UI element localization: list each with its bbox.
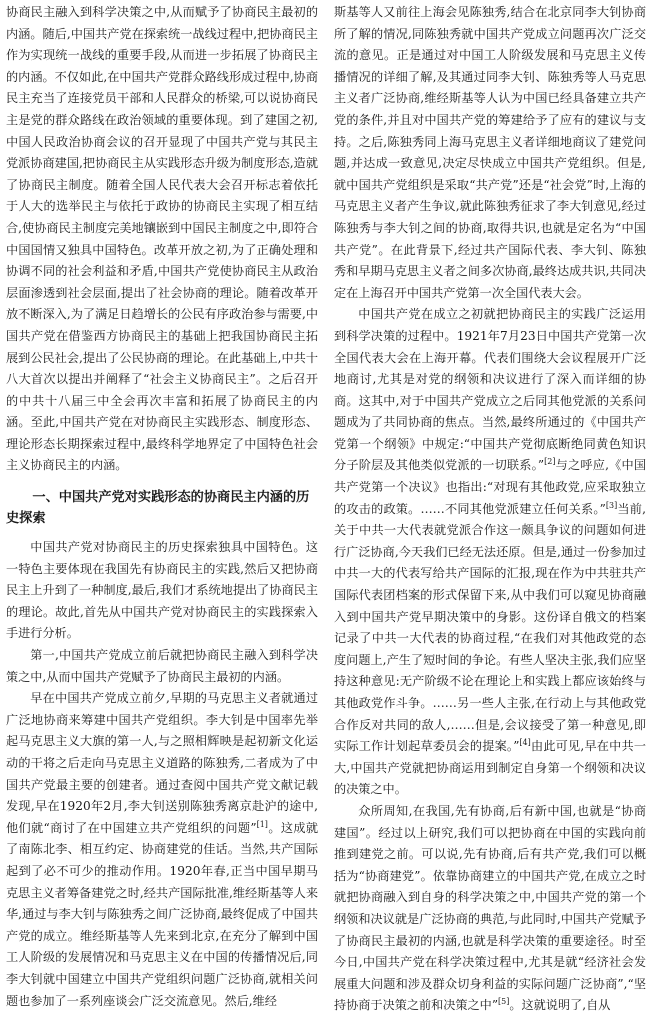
intro-paragraph: 协商民主融入到科学决策之中,从而赋予了协商民主最初的内涵。随后,中国共产党在探索统一战线过程中,把协商民主作为实现统一战线的重要手段,从而进一步拓展了协商民主的内涵。不仅如此,在中国共产党群众路线形成过程中,协商民主充当了连接党员干部和人民群众的桥梁,可以说协商民主是党的群众路线在政治领域的重要体现。到了建国之初,中国人民政治协商会议的召开显现了中国共产党与其民主党派协商建国,把协商民主从实践形态升级为制度形态,造就了协商民主制度。随着全国人民代表大会召开标志着依托于人大的选举民主与依托于政协的协商民主实现了相互结合,使协商民主制度完美地镶嵌到中国民主制度之中,即符合中国国情又独具中国特色。改革开放之初,为了正确处理和协调不同的社会利益和矛盾,中国共产党使协商民主从政治层面渗透到社会层面,提出了社会协商的理论。随着改革开放不断深入,为了满足日趋增长的公民有序政治参与需要,中国共产党在借鉴西方协商民主的基础上把我国协商民主拓展到公民社会,提出了公民协商的理论。在此基础上,中共十八大首次以提出并阐释了“社会主义协商民主”。之后召开的中共十八届三中全会再次丰富和拓展了协商民主的内涵。至此,中国共产党在对协商民主实践形态、制度形态、理论形态长期探索过程中,最终科学地界定了中国特色社会主义协商民主的内涵。	[6, 5, 318, 473]
text-run: 。这就说明了,自从	[509, 998, 611, 1013]
citation-ref: [5]	[498, 997, 510, 1007]
text-run: 早在中国共产党成立前夕,早期的马克思主义者就通过广泛地协商来筹建中国共产党组织。李大钊是中国率先举起马克思主义大旗的第一人,与之照相辉映是起初新文化运动的干将之后走向马克思主义道路的陈独秀,二者成为了中国共产党最主要的创建者。通过查阅中国共产党文献记载发现,早在1920年2月,李大钊送别陈独秀离京赴沪的途中,他们就“商讨了在中国建立共产党组织的问题”	[6, 691, 318, 835]
section-heading: 一、中国共产党对实践形态的协商民主内涵的历史探索	[6, 490, 310, 527]
right-column	[334, 2, 647, 1013]
body-paragraph	[334, 801, 646, 1017]
body-paragraph	[334, 304, 646, 801]
citation-ref: [3]	[605, 500, 618, 510]
left-column	[6, 2, 318, 1008]
body-paragraph: 中国共产党对协商民主的历史探索独具中国特色。这一特色主要体现在我国先有协商民主的实践,然后又把协商民主上升到了一种制度,最后,我们才系统地提出了协商民主的理论。故此,首先从中国共产党对协商民主的实践探索入手进行分析。	[6, 540, 318, 641]
body-paragraph: 第一,中国共产党成立前后就把协商民主融入到科学决策之中,从而中国共产党赋予了协商民主最初的内涵。	[6, 648, 318, 684]
citation-ref: [2]	[544, 457, 556, 467]
text-run: 。这成就了南陈北李、相互约定、协商建党的佳话。当然,共产国际起到了必不可少的推动作用。1920年春,正当中国早期马克思主义者筹备建党之时,经共产国际批准,维经斯基等人来华,通过与李大钊与陈独秀之间广泛协商,最终促成了中国共产党的成立。维经斯基等人先来到北京,在充分了解到中国工人阶级的发展情况和马克思主义在中国的传播情况后,同李大钊就中国建立中国共产党组织问题广泛协商,就相关问题也参加了一系列座谈会广泛交流意见。然后,维经	[6, 820, 318, 1008]
body-paragraph: 斯基等人又前往上海会见陈独秀,结合在北京同李大钊协商所了解的情况,同陈独秀就中国共产党成立问题再次广泛交流的意见。正是通过对中国工人阶级发展和马克思主义传播情况的详细了解,及其通过同李大钊、陈独秀等人马克思主义者广泛协商,维经斯基等人认为中国已经具备建立共产党的条件,并且对中国共产党的筹建给予了应有的建议与支持。之后,陈独秀同上海马克思主义者详细地商议了建党问题,并达成一致意见,决定尽快成立中国共产党组织。但是,就中国共产党组织是采取“共产党”还是“社会党”时,上海的马克思主义者产生争议,就此陈独秀征求了李大钊意见,经过陈独秀与李大钊之间的协商,取得共识,也就是定名为“中国共产党”。在此背景下,经过共产国际代表、李大钊、陈独秀和早期马克思主义者之间多次协商,最终达成共识,共同决定在上海召开中国共产党第一次全国代表大会。	[334, 5, 646, 300]
text-run: 中国共产党在成立之初就把协商民主的实践广泛运用到科学决策的过程中。1921年7月23日中国共产党第一次全国代表大会在上海开幕。代表们围绕大会议程展开广泛地商讨,尤其是对党的纲领和决议进行了深入而详细的协商。这其中,对于中国共产党成立之后同其他党派的关系问题成为了共同协商的焦点。当然,最终所通过的《中国共产党第一个纲领》中规定:“中国共产党彻底断绝同黄色知识分子阶层及其他类似党派的一切联系。”	[334, 307, 646, 473]
text-run: 众所周知,在我国,先有协商,后有新中国,也就是“协商建国”。经过以上研究,我们可以把协商在中国的实践向前推到建党之前。可以说,先有协商,后有共产党,我们可以概括为“协商建党”。依靠协商建立的中国共产党,在成立之时就把协商融入到自身的科学决策之中,中国共产党的第一个纲领和决议就是广泛协商的典范,与此同时,中国共产党赋予了协商民主最初的内涵,也就是科学决策的重要途径。时至今日,中国共产党在科学决策过程中,尤其是就“经济社会发展重大问题和涉及群众切身利益的实际问题广泛协商”,“坚持协商于决策之前和决策之中”	[334, 803, 646, 1013]
citation-ref: [4]	[519, 738, 531, 748]
text-run: 与之呼应,《中国共产党第一个决议》也指出:“对现有其他政党,应采取独立的攻击的政策。……不同其他党派建立任何关系。”	[334, 458, 647, 516]
citation-ref: [1]	[256, 819, 268, 829]
text-run: 当前,关于中共一大代表就党派合作这一颇具争议的问题如何进行广泛协商,今天我们已经无法还原。但是,通过一份参加过中共一大的代表写给共产国际的汇报,现在作为中共驻共产国际代表团档案的形式保留下来,从中我们可以窥见协商融入到中国共产党早期决策中的身影。这份译自俄文的档案记录了中共一大代表的协商过程,“在我们对其他政党的态度问题上,产生了短时间的争论。有些人坚决主张,我们应坚持这种意见:无产阶级不论在理论上和实践上都应该始终与其他政党作斗争。……另一些人主张,在行动上与其他政党合作反对共同的敌人,……但是,会议接受了第一种意见,即实际工作计划起草委员会的提案。”	[334, 501, 647, 754]
text-run: 由此可见,早在中共一大,中国共产党就把协商运用到制定自身第一个纲领和决议的决策之中。	[334, 739, 647, 797]
body-paragraph	[6, 688, 318, 1012]
